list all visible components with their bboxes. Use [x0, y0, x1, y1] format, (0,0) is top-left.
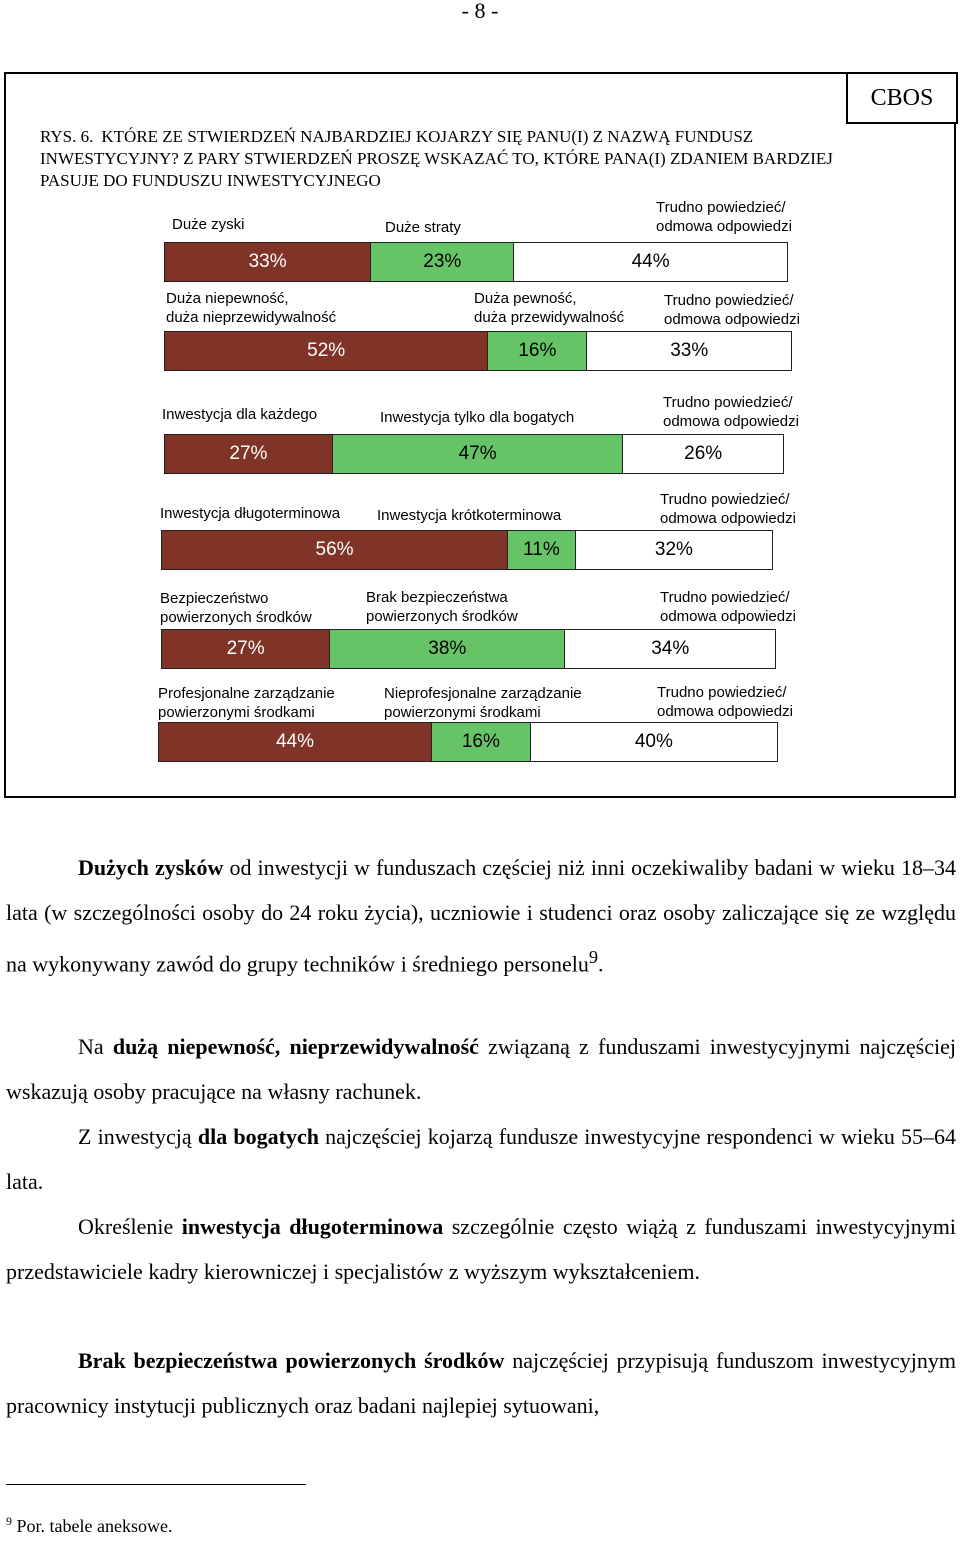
- paragraph-5-text: najczęściej przypisują funduszom inwestycyjnym pracownicy instytucji publicznych oraz badani najlepiej sytuowani,: [6, 1348, 956, 1418]
- paragraph-4-bold: inwestycja długoterminowa: [181, 1214, 444, 1239]
- paragraph-4: [6, 1204, 956, 1294]
- row-3-label-3: Trudno powiedzieć/ odmowa odpowiedzi: [663, 394, 799, 430]
- paragraph-2-bold: dużą niepewność, nieprzewidywalność: [112, 1034, 479, 1059]
- paragraph-4-text: szczególnie często wiążą z funduszami inwestycyjnymi przedstawiciele kadry kierowniczej i specjalistów z wyższym wykształceniem.: [6, 1214, 956, 1284]
- paragraph-5-bold: Brak bezpieczeństwa powierzonych środków: [78, 1348, 505, 1373]
- bar-row-1-segment-2: 23%: [370, 243, 513, 281]
- row-1-label-1: Duże zyski: [172, 216, 245, 233]
- footnote: [6, 1514, 172, 1537]
- bar-row-1: [164, 242, 788, 282]
- row-3-label-1: Inwestycja dla każdego: [162, 406, 318, 423]
- bar-row-2: [164, 331, 792, 371]
- footnote-rule: [6, 1484, 306, 1485]
- bar-row-2-segment-1: 52%: [165, 332, 487, 370]
- source-badge: CBOS: [846, 72, 958, 124]
- bar-row-5-segment-1: 27%: [162, 630, 329, 668]
- bar-row-2-segment-2: 16%: [487, 332, 586, 370]
- bar-row-6-segment-2: 16%: [431, 723, 530, 761]
- paragraph-2-pre: Na: [78, 1034, 113, 1059]
- bar-row-4: [161, 530, 773, 570]
- row-3-label-2: Inwestycja tylko dla bogatych: [380, 409, 575, 426]
- bar-row-5: [161, 629, 776, 669]
- paragraph-3-text: najczęściej kojarzą fundusze inwestycyjne respondenci w wieku 55–64 lata.: [6, 1124, 956, 1194]
- paragraph-1-text: od inwestycji w funduszach częściej niż inni oczekiwaliby badani w wieku 18–34 lata (w szczególności osoby do 24 roku życia), uczniowie i studenci oraz osoby zaliczające się ze względu na wykonywany zawód do grupy techników i średniego personelu: [6, 855, 956, 977]
- figure-title: [40, 126, 880, 192]
- paragraph-3-pre: Z inwestycją: [78, 1124, 198, 1149]
- bar-row-6-segment-3: 40%: [530, 723, 777, 761]
- footnote-mark: 9: [6, 1514, 12, 1528]
- bar-row-3-segment-2: 47%: [332, 435, 622, 473]
- bar-row-3-segment-3: 26%: [622, 435, 783, 473]
- paragraph-4-pre: Określenie: [78, 1214, 182, 1239]
- row-4-label-3: Trudno powiedzieć/ odmowa odpowiedzi: [660, 491, 796, 527]
- bar-row-1-segment-1: 33%: [165, 243, 370, 281]
- row-6-label-1: Profesjonalne zarządzanie powierzonymi środkami: [158, 685, 335, 721]
- row-4-label-1: Inwestycja długoterminowa: [160, 505, 341, 522]
- row-1-label-2: Duże straty: [385, 219, 461, 236]
- bar-row-6: [158, 722, 778, 762]
- row-6-label-2: Nieprofesjonalne zarządzanie powierzonymi środkami: [384, 685, 582, 721]
- row-2-label-2: Duża pewność, duża przewidywalność: [474, 290, 625, 326]
- row-6-label-3: Trudno powiedzieć/ odmowa odpowiedzi: [657, 684, 793, 720]
- bar-row-3-segment-1: 27%: [165, 435, 332, 473]
- paragraph-3-bold: dla bogatych: [197, 1124, 319, 1149]
- page-number: - 8 -: [461, 0, 499, 23]
- paragraph-1-tail: .: [598, 951, 604, 977]
- row-2-label-1: Duża niepewność, duża nieprzewidywalność: [166, 290, 337, 326]
- bar-row-6-segment-1: 44%: [159, 723, 431, 761]
- row-5-label-2: Brak bezpieczeństwa powierzonych środków: [366, 589, 518, 625]
- paragraph-2-text: związaną z funduszami inwestycyjnymi najczęściej wskazują osoby pracujące na własny rachunek.: [6, 1034, 956, 1104]
- row-1-label-3: Trudno powiedzieć/ odmowa odpowiedzi: [656, 199, 792, 235]
- paragraph-3: [6, 1114, 956, 1204]
- row-2-label-3: Trudno powiedzieć/ odmowa odpowiedzi: [664, 292, 800, 328]
- footnote-text: Por. tabele aneksowe.: [12, 1516, 173, 1536]
- paragraph-5: [6, 1338, 956, 1428]
- bar-row-4-segment-2: 11%: [507, 531, 575, 569]
- paragraph-1-bold: Dużych zysków: [78, 855, 224, 880]
- row-5-label-1: Bezpieczeństwo powierzonych środków: [160, 590, 312, 626]
- footnote-ref: 9: [588, 947, 599, 967]
- paragraph-1: [6, 845, 956, 986]
- bar-row-3: [164, 434, 784, 474]
- figure-title-text: KTÓRE ZE STWIERDZEŃ NAJBARDZIEJ KOJARZY SIĘ PANU(I) Z NAZWĄ FUNDUSZ INWESTYCYJNY? Z PARY STWIERDZEŃ PROSZĘ WSKAZAĆ TO, KTÓRE PANA(I) ZDANIEM BARDZIEJ PASUJE DO FUNDUSZU INWESTYCYJNEGO: [40, 127, 833, 190]
- bar-row-1-segment-3: 44%: [513, 243, 787, 281]
- row-4-label-2: Inwestycja krótkoterminowa: [377, 507, 562, 524]
- paragraph-2: [6, 1024, 956, 1114]
- bar-row-4-segment-3: 32%: [575, 531, 772, 569]
- bar-row-4-segment-1: 56%: [162, 531, 507, 569]
- bar-row-5-segment-2: 38%: [329, 630, 564, 668]
- bar-row-5-segment-3: 34%: [564, 630, 775, 668]
- bar-row-2-segment-3: 33%: [586, 332, 791, 370]
- figure-number: RYS. 6.: [40, 127, 94, 146]
- row-5-label-3: Trudno powiedzieć/ odmowa odpowiedzi: [660, 589, 796, 625]
